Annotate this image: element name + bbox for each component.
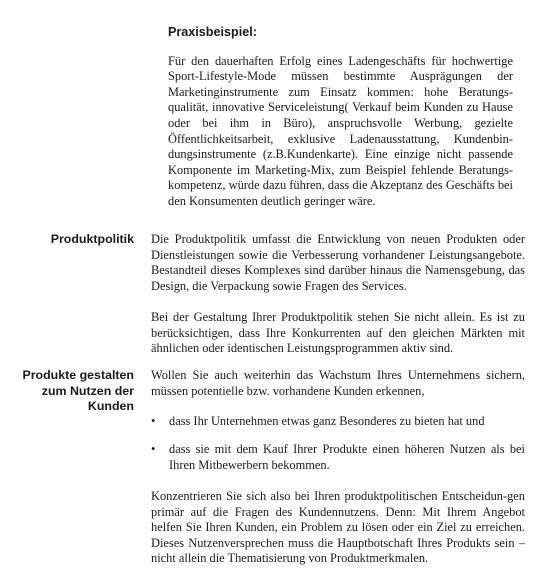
paragraph-text: Die Produktpolitik umfasst die Entwicklung von neuen Produkten oder Dienstleistungen sowie die Verbesserung vorhandener Leistungsangebote. Bestandteil dieses Komplexes sind darüber hinaus die Namensgebung, das Design, die Verpackung sowie Fragen des Services. [151, 232, 525, 293]
practice-example [168, 25, 513, 210]
bullet-text: dass sie mit dem Kauf Ihrer Produkte einen höheren Nutzen als bei Ihren Mitbewerbern bekommen. [169, 442, 525, 472]
heading-line: Produkte gestalten [22, 368, 134, 382]
produktpolitik-paragraph-1 [151, 232, 525, 294]
paragraph-text: Bei der Gestaltung Ihrer Produktpolitik stehen Sie nicht allein. Es ist zu berücksichtigen, dass Ihre Konkurrenten auf den gleichen Märkten mit ähnlichen oder identischen Leistungsprogrammen aktiv sind. [151, 310, 525, 356]
paragraph-text: Konzentrieren Sie sich also bei Ihren produktpolitischen Entscheidun-gen primär auf die Fragen des Kundennutzens. Denn: Mit Ihrem Angebot helfen Sie Ihren Kunden, ein Problem zu lösen oder ein Ziel zu erreichen. Dieses Nutzenversprechen muss die Hauptbotschaft Ihres Produkts sein – nicht allein die Thematisierung von Produktmerkmalen. [151, 489, 525, 566]
bullet-item [151, 414, 525, 430]
produktpolitik-paragraph-2 [151, 310, 525, 357]
practice-example-text: Für den dauerhaften Erfolg eines Ladengeschäfts für hochwertige Sport-Lifestyle-Mode müssen bestimmte Ausprägungen der Marketinginstrumente zum Einsatz kommen: hohe Beratungs-qualität, innovative Serviceleistung( Verkauf beim Kunden zu Hause oder bei ihm in Büro), anspruchsvolle Werbung, gezielte Öffentlichkeitsarbeit, exklusive Ladenausstattung, Kundenbin-dungsinstrumente (z.B.Kundenkarte). Eine einzige nicht passende Komponente im Marketing-Mix, zum Beispiel fehlende Beratungs-kompetenz, würde dazu führen, dass die Akzeptanz des Geschäfts bei den Konsumenten deutlich geringer wäre. [168, 53, 513, 208]
produkte-intro-paragraph [151, 368, 525, 399]
bullet-icon: • [151, 442, 156, 456]
bullet-item [151, 442, 525, 473]
section-heading-produktpolitik: Produktpolitik [50, 232, 134, 246]
practice-example-title: Praxisbeispiel: [168, 25, 257, 39]
paragraph-text: Wollen Sie auch weiterhin das Wachstum Ihres Unternehmens sichern, müssen potentielle bzw. vorhandene Kunden erkennen, [151, 368, 525, 398]
heading-line: zum Nutzen der [41, 383, 134, 398]
section-heading-produkte-gestalten [0, 368, 134, 415]
heading-line: Kunden [87, 399, 134, 414]
bullet-text: dass Ihr Unternehmen etwas ganz Besonderes zu bieten hat und [169, 414, 485, 428]
produkte-closing-paragraph [151, 489, 525, 567]
bullet-icon: • [151, 414, 156, 428]
